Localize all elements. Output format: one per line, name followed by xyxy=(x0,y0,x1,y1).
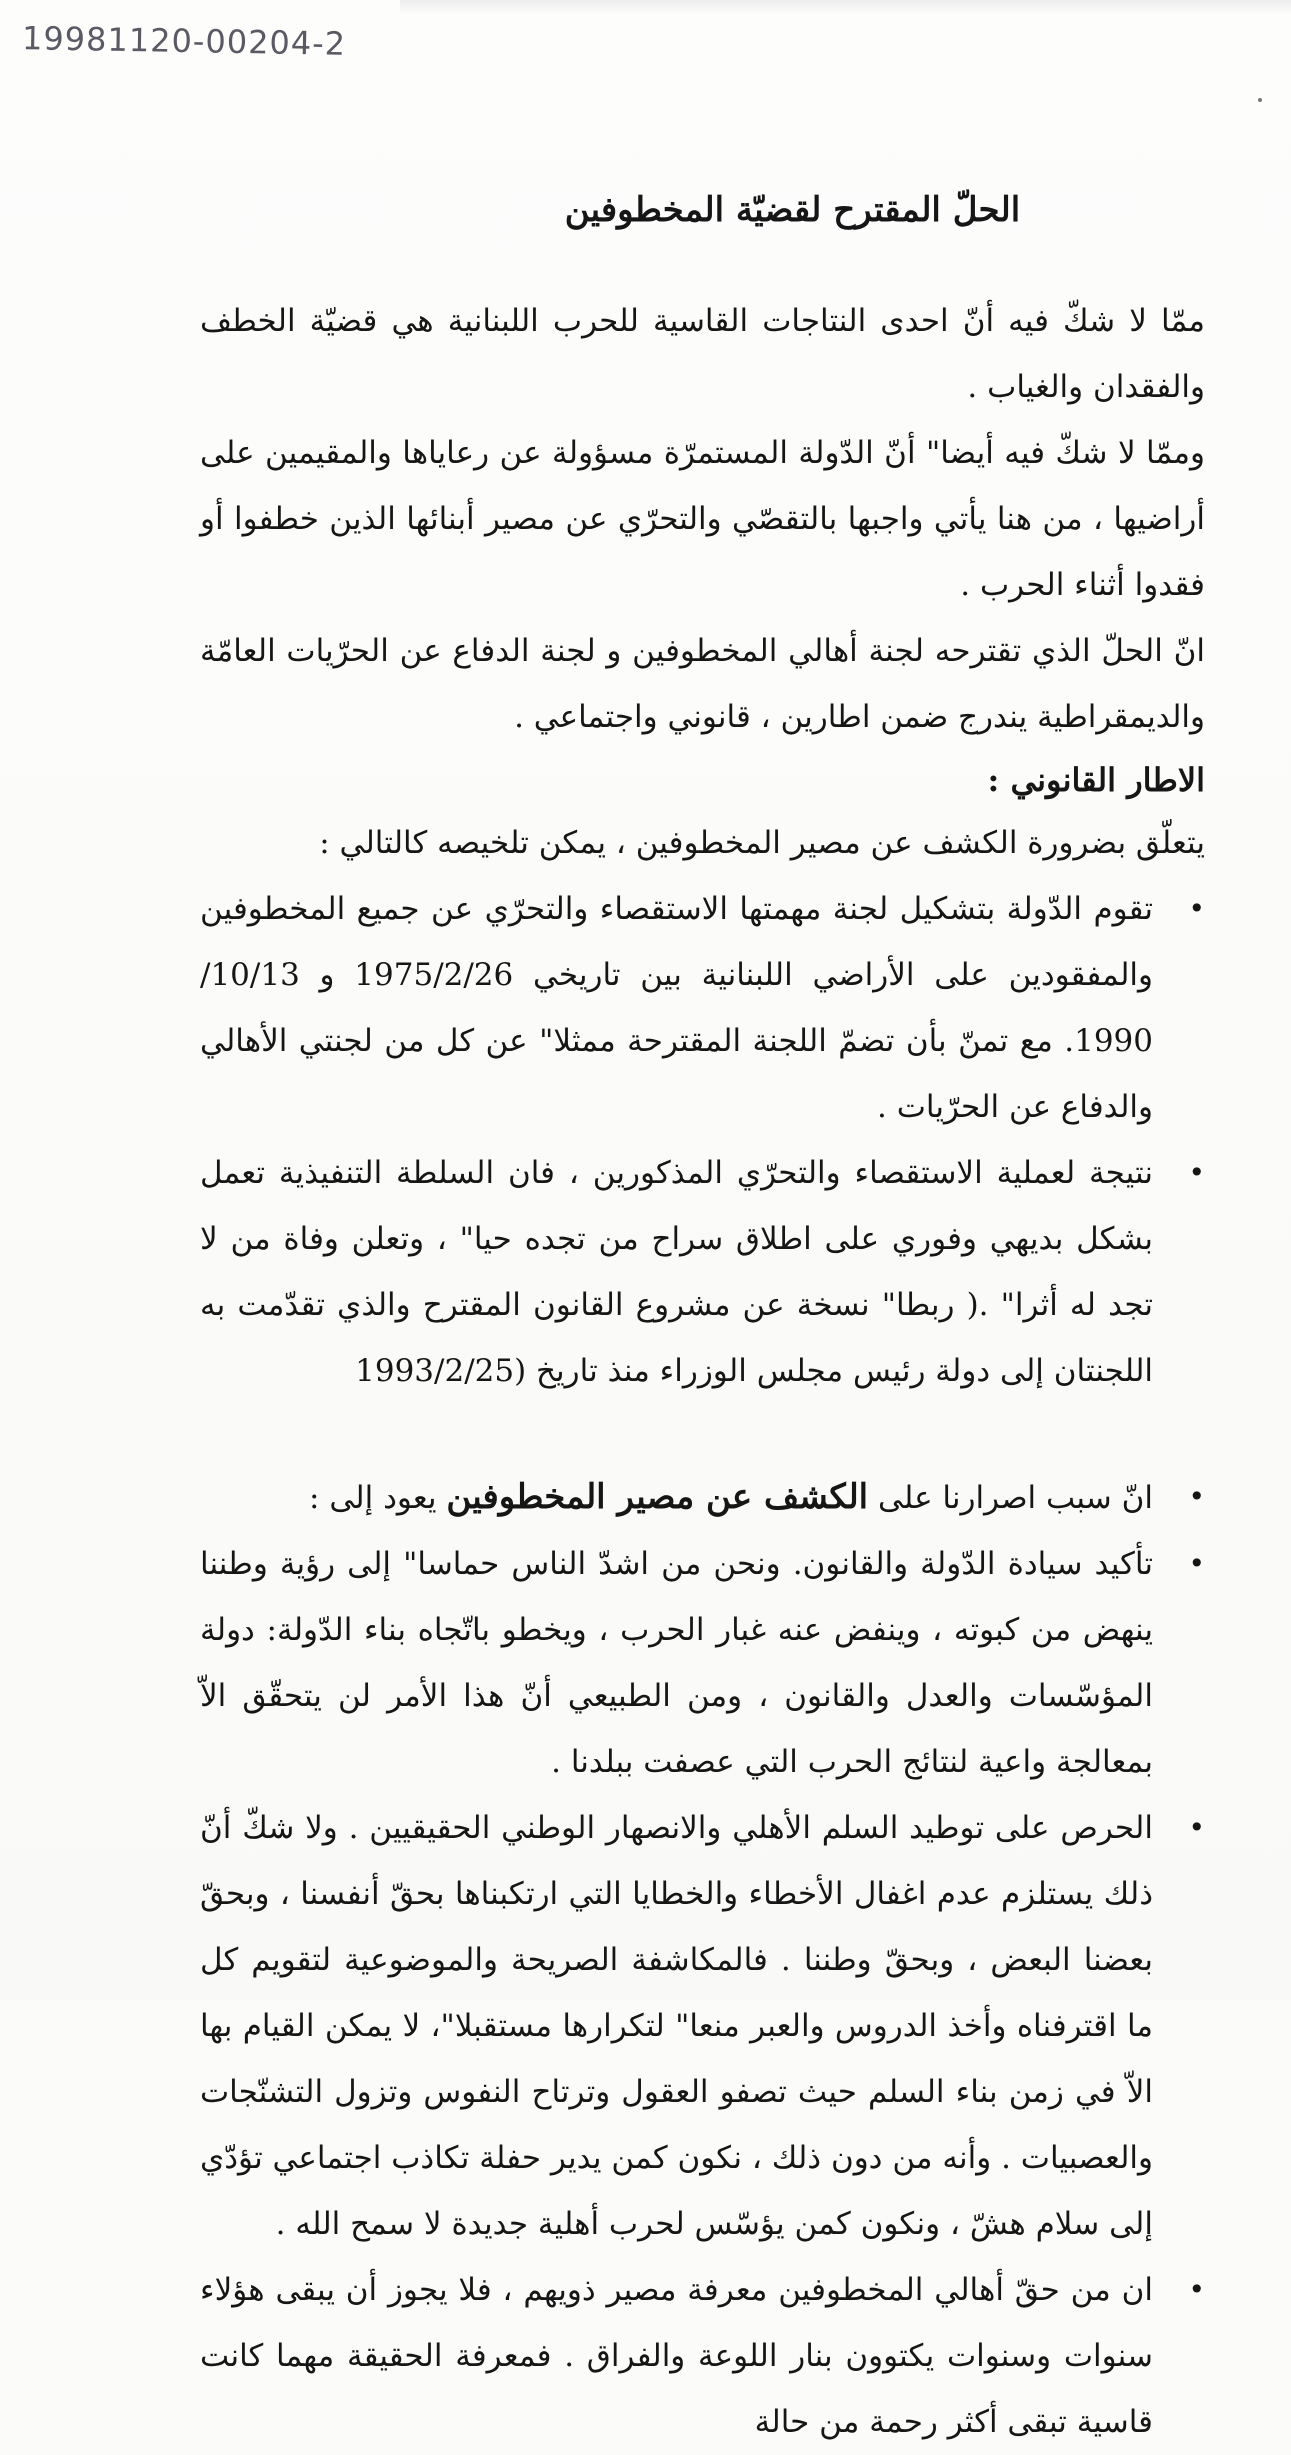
scan-edge-shadow xyxy=(400,0,1291,14)
list-item xyxy=(200,1795,1205,2257)
document-body xyxy=(200,190,1205,2455)
reason-intro-before: انّ سبب اصرارنا على xyxy=(877,1480,1153,1516)
list-item xyxy=(200,2257,1205,2455)
list-item xyxy=(200,876,1205,1140)
list-item xyxy=(200,1464,1205,1531)
bullet-icon: • xyxy=(1188,1480,1205,1513)
legal-framework-heading: الاطار القانوني : xyxy=(987,761,1205,799)
scan-speck xyxy=(1258,98,1262,102)
bullet-icon: • xyxy=(1188,1547,1205,1580)
list-item-text: ان من حقّ أهالي المخطوفين معرفة مصير ذويهم ، فلا يجوز أن يبقى هؤلاء سنوات وسنوات يكتوون بنار اللوعة والفراق . فمعرفة الحقيقة مهما كانت قاسية تبقى أكثر رحمة من حالة xyxy=(200,2272,1153,2440)
legal-framework-lead: يتعلّق بضرورة الكشف عن مصير المخطوفين ، يمكن تلخيصه كالتالي : xyxy=(319,825,1205,861)
list-item-text: الحرص على توطيد السلم الأهلي والانصهار الوطني الحقيقيين . ولا شكّ أنّ ذلك يستلزم عدم اغفال الأخطاء والخطايا التي ارتكبناها بحقّ أنفسنا ، وبحقّ بعضنا البعض ، وبحقّ وطننا . فالمكاشفة الصريحة والموضوعية لتقويم كل ما اقترفناه وأخذ الدروس والعبر منعا" لتكرارها مستقبلا"، لا يمكن القيام بها الاّ في زمن بناء السلم حيث تصفو العقول وترتاح النفوس وتزول التشنّجات والعصبيات . وأنه من دون ذلك ، نكون كمن يدير حفلة تكاذب اجتماعي تؤدّي إلى سلام هشّ ، ونكون كمن يؤسّس لحرب أهلية جديدة لا سمح الله . xyxy=(199,1810,1153,2242)
reason-intro-emphasis: الكشف عن مصير المخطوفين xyxy=(446,1477,869,1517)
list-item-text: تقوم الدّولة بتشكيل لجنة مهمتها الاستقصاء والتحرّي عن جميع المخطوفين والمفقودين على الأراضي اللبنانية بين تاريخي 1975/2/26 و 10/13/ 1990. مع تمنّ بأن تضمّ اللجنة المقترحة ممثلا" عن كل من لجنتي الأهالي والدفاع عن الحرّيات . xyxy=(200,891,1153,1125)
reason-intro-after: يعود إلى : xyxy=(309,1480,437,1516)
document-title: الحلّ المقترح لقضيّة المخطوفين xyxy=(564,190,1021,230)
reasons-bullet-list xyxy=(200,1464,1205,2455)
bullet-icon: • xyxy=(1188,1156,1205,1189)
bullet-icon: • xyxy=(1188,1811,1205,1844)
bullet-icon: • xyxy=(1188,892,1205,925)
intro-paragraph-3: انّ الحلّ الذي تقترحه لجنة أهالي المخطوفين و لجنة الدفاع عن الحرّيات العامّة والديمقراطية يندرج ضمن اطارين ، قانوني واجتماعي . xyxy=(200,633,1205,735)
list-item-text: نتيجة لعملية الاستقصاء والتحرّي المذكورين ، فان السلطة التنفيذية تعمل بشكل بديهي وفوري على اطلاق سراح من تجده حيا" ، وتعلن وفاة من لا تجد له أثرا" .( ربطا" نسخة عن مشروع القانون المقترح والذي تقدّمت به اللجنتان إلى دولة رئيس مجلس الوزراء منذ تاريخ (1993/2/25 xyxy=(200,1155,1153,1389)
list-item xyxy=(200,1140,1205,1404)
legal-bullet-list xyxy=(200,876,1205,1404)
list-item-text: تأكيد سيادة الدّولة والقانون. ونحن من اشدّ الناس حماسا" إلى رؤية وطننا ينهض من كبوته ، وينفض عنه غبار الحرب ، ويخطو باتّجاه بناء الدّولة: دولة المؤسّسات والعدل والقانون ، ومن الطبيعي أنّ هذا الأمر لن يتحقّق الاّ بمعالجة واعية لنتائج الحرب التي عصفت ببلدنا . xyxy=(200,1546,1153,1780)
list-item xyxy=(200,1531,1205,1795)
handwritten-archive-number: 19981120-00204-2 xyxy=(21,19,347,63)
intro-paragraph-2: وممّا لا شكّ فيه أيضا" أنّ الدّولة المستمرّة مسؤولة عن رعاياها والمقيمين على أراضيها ، من هنا يأتي واجبها بالتقصّي والتحرّي عن مصير أبنائها الذين خطفوا أو فقدوا أثناء الحرب . xyxy=(200,435,1205,603)
bullet-icon: • xyxy=(1188,2273,1205,2306)
intro-paragraph-1: ممّا لا شكّ فيه أنّ احدى النتاجات القاسية للحرب اللبنانية هي قضيّة الخطف والفقدان والغياب . xyxy=(200,303,1205,405)
section-spacer xyxy=(200,1404,1205,1464)
